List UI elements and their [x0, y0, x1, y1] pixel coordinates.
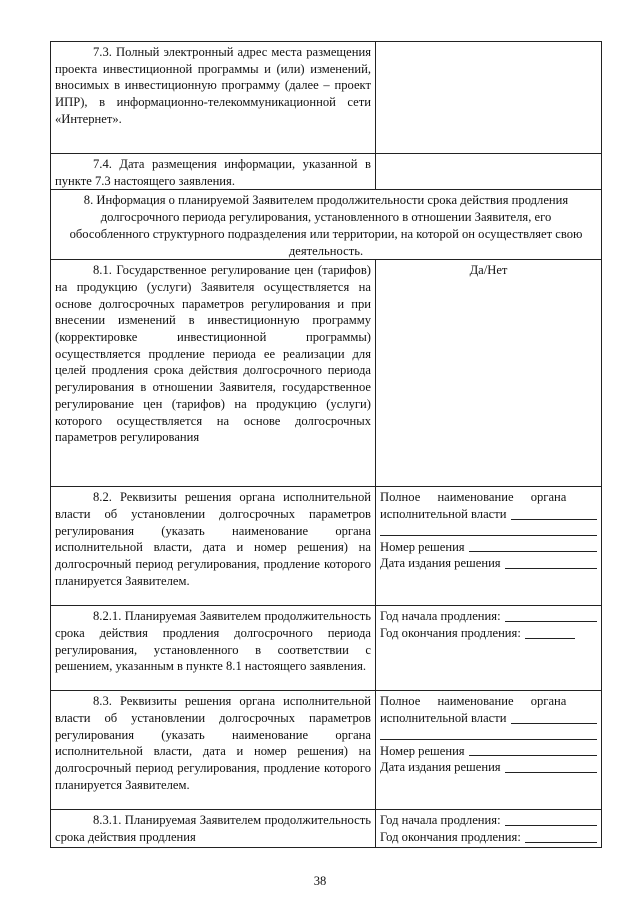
authority-field[interactable]: [380, 506, 597, 523]
authority-label-cont-2: исполнительной власти: [380, 710, 507, 725]
row-8-3-1-label: 8.3.1. Планируемая Заявителем продолжительность срока действия продления: [51, 810, 376, 848]
row-8-3-label: 8.3. Реквизиты решения органа исполнительной власти об установлении долгосрочных параметров регулирования (указать наименование органа исполнительной власти, дата и номер решения) на долгосрочный период регулирования, продление которого планируется Заявителем.: [51, 691, 376, 810]
decision-date-label: Дата издания решения: [380, 556, 501, 571]
authority-input-line-2[interactable]: [380, 523, 597, 536]
start-year-field-2[interactable]: [380, 812, 597, 829]
row-8-3-1-fields: [376, 810, 602, 848]
table-row: [51, 190, 602, 260]
authority-input-line-b2[interactable]: [380, 727, 597, 740]
start-year-label-2: Год начала продления:: [380, 813, 501, 828]
end-year-input-line[interactable]: [525, 638, 575, 639]
decision-date-label-2: Дата издания решения: [380, 760, 501, 775]
row-8-3-fields: [376, 691, 602, 810]
decision-number-field[interactable]: [380, 539, 597, 556]
decision-date-input-line-2[interactable]: [505, 772, 597, 773]
start-year-input-line-2[interactable]: [505, 825, 597, 826]
row-8-2-label: 8.2. Реквизиты решения органа исполнительной власти об установлении долгосрочных параметров регулирования (указать наименование органа исполнительной власти, дата и номер решения) на долгосрочный период регулирования, продление которого планируется Заявителем.: [51, 487, 376, 606]
page-number: 38: [313, 874, 327, 888]
decision-date-field-2[interactable]: [380, 759, 597, 776]
authority-input-line[interactable]: [511, 519, 598, 520]
row-7-4-value[interactable]: [376, 154, 602, 190]
end-year-field-2[interactable]: [380, 829, 597, 846]
authority-label: Полное наименование органа: [380, 490, 567, 505]
start-year-label: Год начала продления:: [380, 609, 501, 624]
decision-date-field[interactable]: [380, 555, 597, 572]
end-year-field[interactable]: [380, 625, 597, 642]
row-8-1-answer[interactable]: Да/Нет: [376, 260, 602, 487]
authority-label-line: [380, 489, 597, 506]
authority-label-line-2: [380, 693, 597, 710]
start-year-input-line[interactable]: [505, 621, 597, 622]
row-7-4-label: 7.4. Дата размещения информации, указанной в пункте 7.3 настоящего заявления.: [51, 154, 376, 190]
decision-date-input-line[interactable]: [505, 568, 597, 569]
table-row: [51, 154, 602, 190]
decision-number-label: Номер решения: [380, 539, 465, 554]
table-row: [51, 42, 602, 154]
table-row: [51, 810, 602, 848]
table-row: [51, 260, 602, 487]
row-7-3-value[interactable]: [376, 42, 602, 154]
row-8-2-1-fields: [376, 606, 602, 691]
decision-number-field-2[interactable]: [380, 743, 597, 760]
row-8-2-fields: [376, 487, 602, 606]
authority-field-2[interactable]: [380, 710, 597, 727]
decision-number-input-line[interactable]: [469, 551, 597, 552]
start-year-field[interactable]: [380, 608, 597, 625]
table-row: [51, 487, 602, 606]
authority-label-2: Полное наименование органа: [380, 694, 567, 709]
authority-label-cont: исполнительной власти: [380, 506, 507, 521]
table-row: [51, 691, 602, 810]
section-8-heading: 8. Информация о планируемой Заявителем продолжительности срока действия продления долгосрочного периода регулирования, установленного в отношении Заявителя, его обособленного структурного подразделения или территории, на которой он осуществляет свою деятельность.: [51, 190, 602, 260]
row-8-2-1-label: 8.2.1. Планируемая Заявителем продолжительность срока действия продления долгосрочного периода регулирования, установленного в соответствии с решением, указанным в пункте 8.1 настоящего заявления.: [51, 606, 376, 691]
row-7-3-label: 7.3. Полный электронный адрес места размещения проекта инвестиционной программы и (или) изменений, вносимых в инвестиционную программу (далее – проект ИПР), в информационно-телекоммуникационной сети «Интернет».: [51, 42, 376, 154]
end-year-label-2: Год окончания продления:: [380, 829, 521, 844]
decision-number-label-2: Номер решения: [380, 743, 465, 758]
decision-number-input-line-2[interactable]: [469, 755, 597, 756]
authority-input-line-b[interactable]: [511, 723, 598, 724]
end-year-input-line-2[interactable]: [525, 842, 597, 843]
row-8-1-label: 8.1. Государственное регулирование цен (тарифов) на продукцию (услуги) Заявителя осуществляется на основе долгосрочных параметров регулирования и при внесении изменений в инвестиционную программу (корректировке инвестиционной программы) осуществляется продление периода ее реализации для целей продления срока действия долгосрочного периода регулирования в отношении Заявителя, государственное регулирование цен (тарифов) на продукцию (услуги) которого осуществляется на основе долгосрочных параметров регулирования: [51, 260, 376, 487]
end-year-label: Год окончания продления:: [380, 625, 521, 640]
table-row: [51, 606, 602, 691]
application-form-table: [50, 41, 602, 848]
